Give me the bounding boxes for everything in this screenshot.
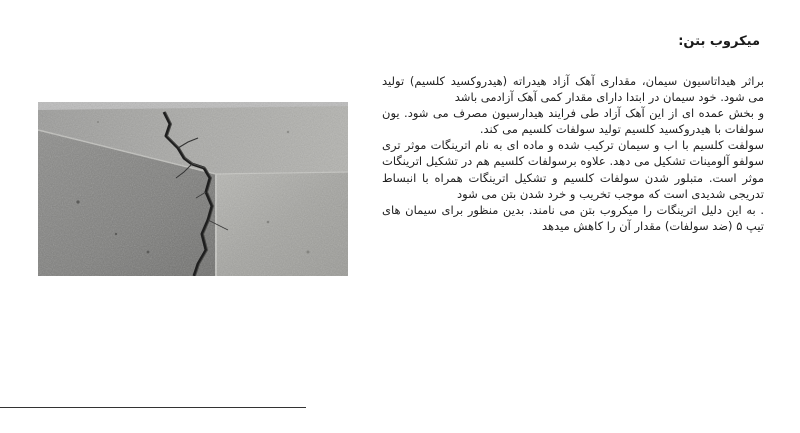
- paragraph-hydration: براثر هیداتاسیون سیمان، مقداری آهک آزاد هیدراته (هیدروکسید کلسیم) تولید می شود. خود سیمان در ابتدا دارای مقدار کمی آهک آزادمی باشد: [382, 74, 764, 105]
- bottom-divider: [0, 407, 306, 408]
- slide-body: [382, 73, 764, 234]
- cracked-concrete-photo: [38, 102, 348, 276]
- paragraph-ettringite: سولفت کلسیم با اب و سیمان ترکیب شده و ماده ای به نام اترینگات موثر تری سولفو آلومینات تشکیل می دهد. علاوه برسولفات کلسیم هم در تشکیل اترینگات موثر است. متبلور شدن سولفات کلسیم و تشکیل اترینگات همراه با انبساط تدریجی شدیدی است که موجب تخریب و خرد شدن بتن می شود: [382, 138, 764, 201]
- slide-title: میکروب بتن:: [678, 34, 760, 49]
- paragraph-concrete-microbe: . به این دلیل اترینگات را میکروب بتن می نامند. بدین منظور برای سیمان های تیپ ۵ (ضد سولفات) مقدار آن را کاهش میدهد: [382, 202, 764, 233]
- paragraph-sulfate-ion: و بخش عمده ای از این آهک آزاد طی فرایند هیدارسیون مصرف می شود. یون سولفات با هیدروکسید کلسیم تولید سولفات کلسیم می کند.: [382, 106, 764, 137]
